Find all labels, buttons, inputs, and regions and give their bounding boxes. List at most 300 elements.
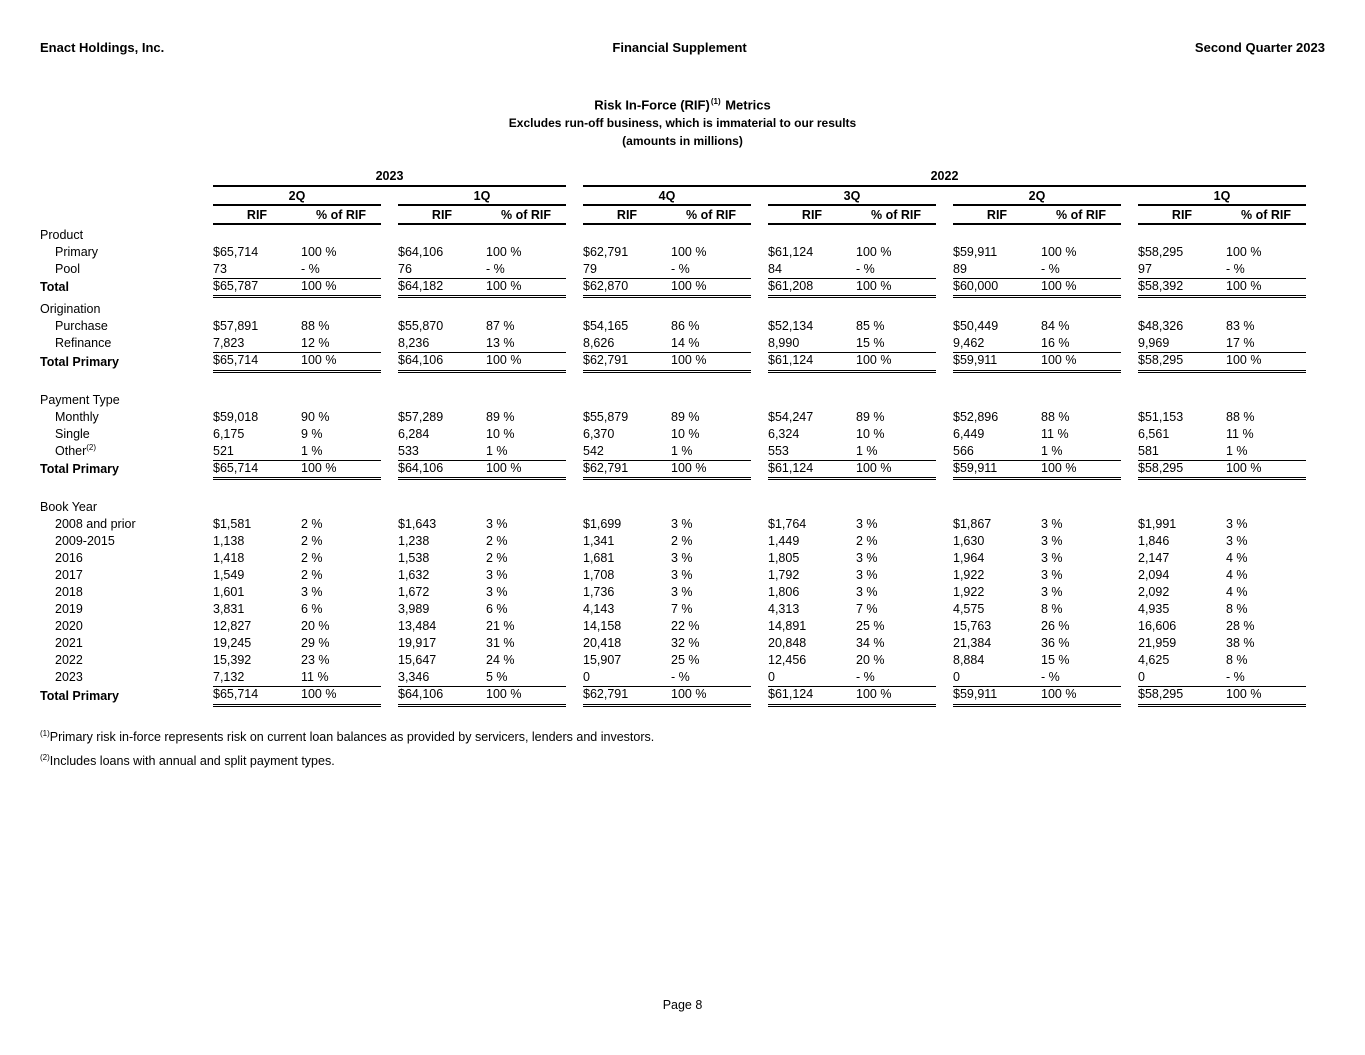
rif-value: 521	[213, 443, 301, 461]
section-heading: Origination	[40, 302, 101, 317]
rif-value: 1,238	[398, 534, 430, 549]
year-header	[213, 169, 566, 188]
pct-of-rif-value: 12 %	[301, 336, 381, 353]
pct-of-rif-value: 100 %	[486, 245, 522, 260]
column-spacer	[751, 568, 768, 585]
pct-of-rif-value: 100 %	[856, 460, 936, 478]
rif-value: 4,143	[583, 602, 615, 617]
pct-of-rif-value: 1 %	[301, 443, 381, 461]
rif-value: 14,891	[768, 619, 807, 634]
footnotes	[40, 729, 1325, 768]
quarter-header	[398, 189, 566, 208]
column-header-label: RIF	[398, 208, 486, 225]
table-row	[40, 602, 1306, 619]
pct-of-rif-value: 21 %	[486, 619, 515, 634]
pct-of-rif-value: 2 %	[301, 568, 323, 583]
rif-value: 553	[768, 443, 856, 461]
column-spacer	[751, 208, 768, 227]
rif-value: 1,792	[768, 568, 800, 583]
column-header-label: % of RIF	[1041, 208, 1121, 225]
column-spacer	[751, 585, 768, 602]
pct-of-rif-value: 1 %	[1226, 443, 1306, 461]
column-spacer	[751, 687, 768, 705]
rif-value: 1,341	[583, 534, 615, 549]
rif-value: $1,643	[398, 517, 437, 532]
column-spacer	[566, 169, 583, 188]
rif-value: 20,848	[768, 636, 807, 651]
column-spacer	[1121, 409, 1138, 426]
column-header-row	[40, 208, 1306, 227]
rif-value: 8,884	[953, 653, 985, 668]
pct-of-rif-value: 31 %	[486, 636, 515, 651]
pct-of-rif-value: 20 %	[301, 619, 330, 634]
pct-of-rif-value: 2 %	[856, 534, 878, 549]
document-title: Financial Supplement	[612, 40, 747, 55]
table-row	[40, 517, 1306, 534]
column-header-label: % of RIF	[671, 208, 751, 225]
pct-of-rif-value: 100 %	[671, 245, 707, 260]
pct-of-rif-value: 9 %	[301, 426, 323, 441]
column-spacer	[936, 336, 953, 353]
rif-value: $58,392	[1138, 278, 1226, 296]
pct-of-rif-value: 3 %	[671, 551, 693, 566]
column-spacer	[936, 636, 953, 653]
rif-value: 97	[1138, 261, 1226, 278]
pct-of-rif-value: 38 %	[1226, 636, 1255, 651]
pct-of-rif-value: 100 %	[301, 353, 381, 371]
rif-value: 6,324	[768, 426, 800, 441]
section-heading-row	[40, 297, 1306, 319]
column-spacer	[566, 602, 583, 619]
pct-of-rif-value: 14 %	[671, 336, 751, 353]
rif-value: 1,922	[953, 568, 985, 583]
rif-value: 1,681	[583, 551, 615, 566]
column-header	[301, 208, 381, 227]
corner-spacer	[40, 189, 213, 208]
column-spacer	[1121, 602, 1138, 619]
pct-of-rif-value: 100 %	[671, 687, 751, 705]
report-title-suffix: Metrics	[721, 97, 771, 113]
rif-value: $58,295	[1138, 687, 1226, 705]
column-spacer	[566, 443, 583, 461]
pct-of-rif-value: 4 %	[1226, 551, 1248, 566]
pct-of-rif-value: 2 %	[301, 551, 323, 566]
pct-of-rif-value: 100 %	[671, 278, 751, 296]
row-label: Monthly	[55, 409, 99, 424]
quarter-header	[768, 189, 936, 208]
pct-of-rif-value: 3 %	[1041, 551, 1063, 566]
column-spacer	[751, 619, 768, 636]
column-spacer	[381, 568, 398, 585]
rif-value: 12,456	[768, 653, 807, 668]
pct-of-rif-value: 32 %	[671, 636, 700, 651]
rif-value: $1,764	[768, 517, 807, 532]
rif-value: 16,606	[1138, 619, 1177, 634]
table-row	[40, 619, 1306, 636]
table-row	[40, 261, 1306, 278]
row-label: 2017	[55, 568, 83, 583]
rif-value: 8,990	[768, 336, 856, 353]
row-label: Pool	[55, 262, 81, 277]
column-spacer	[1121, 670, 1138, 687]
rif-value: 1,449	[768, 534, 800, 549]
pct-of-rif-value: 100 %	[1226, 245, 1262, 260]
rif-value: 0	[768, 670, 856, 687]
column-spacer	[936, 619, 953, 636]
pct-of-rif-value: 3 %	[671, 585, 693, 600]
section-heading: Payment Type	[40, 392, 120, 407]
column-spacer	[751, 670, 768, 687]
column-spacer	[381, 208, 398, 227]
rif-value: $65,714	[213, 460, 301, 478]
pct-of-rif-value: 100 %	[486, 353, 566, 371]
column-spacer	[936, 244, 953, 261]
row-label: Total Primary	[40, 354, 119, 369]
quarter-header	[213, 189, 381, 208]
pct-of-rif-value: 2 %	[486, 551, 508, 566]
title-footnote-ref: (1)	[710, 97, 721, 106]
rif-value: $55,879	[583, 409, 629, 424]
column-spacer	[936, 189, 953, 208]
pct-of-rif-value: 3 %	[856, 551, 878, 566]
quarter-label: 3Q	[768, 189, 936, 206]
rif-value: $62,791	[583, 460, 671, 478]
pct-of-rif-value: 100 %	[671, 460, 751, 478]
rif-value: 7,132	[213, 670, 301, 687]
column-spacer	[1121, 653, 1138, 670]
pct-of-rif-value: 15 %	[1041, 653, 1070, 668]
rif-value: 1,806	[768, 585, 800, 600]
pct-of-rif-value: 3 %	[301, 585, 323, 600]
rif-value: 6,284	[398, 426, 430, 441]
table-row	[40, 653, 1306, 670]
column-spacer	[936, 568, 953, 585]
report-subtitle: Excludes run-off business, which is immaterial to our results	[508, 116, 857, 131]
pct-of-rif-value: 3 %	[486, 585, 508, 600]
column-spacer	[1121, 443, 1138, 461]
pct-of-rif-value: 4 %	[1226, 585, 1248, 600]
column-header	[1226, 208, 1306, 227]
column-spacer	[566, 517, 583, 534]
column-spacer	[751, 244, 768, 261]
rif-value: 4,575	[953, 602, 985, 617]
pct-of-rif-value: 100 %	[856, 278, 936, 296]
rif-value: 21,384	[953, 636, 992, 651]
report-title	[40, 97, 1325, 112]
rif-value: 20,418	[583, 636, 622, 651]
rif-value: 566	[953, 443, 1041, 461]
rif-value: 1,632	[398, 568, 430, 583]
rif-value: 0	[953, 670, 1041, 687]
column-spacer	[566, 319, 583, 336]
pct-of-rif-value: 3 %	[856, 568, 878, 583]
rif-value: 6,370	[583, 426, 615, 441]
pct-of-rif-value: 100 %	[671, 353, 751, 371]
pct-of-rif-value: 100 %	[301, 245, 337, 260]
pct-of-rif-value: 88 %	[301, 319, 330, 334]
rif-value: 76	[398, 261, 486, 278]
pct-of-rif-value: 88 %	[1041, 409, 1070, 424]
quarter-label: 1Q	[398, 189, 566, 206]
column-header-label: RIF	[953, 208, 1041, 225]
rif-value: 533	[398, 443, 486, 461]
rif-value: 19,245	[213, 636, 252, 651]
page-header	[40, 40, 1325, 55]
row-label: Total Primary	[40, 462, 119, 477]
rif-value: 3,831	[213, 602, 245, 617]
table-row	[40, 244, 1306, 261]
column-spacer	[566, 189, 583, 208]
rif-value: 1,736	[583, 585, 615, 600]
column-spacer	[1121, 208, 1138, 227]
pct-of-rif-value: 100 %	[486, 460, 566, 478]
rif-value: $57,891	[213, 319, 259, 334]
rif-value: 4,935	[1138, 602, 1170, 617]
column-spacer	[381, 319, 398, 336]
column-spacer	[381, 353, 398, 371]
row-label: Refinance	[55, 336, 112, 351]
pct-of-rif-value: 36 %	[1041, 636, 1070, 651]
column-spacer	[1121, 319, 1138, 336]
column-spacer	[381, 551, 398, 568]
pct-of-rif-value: 3 %	[671, 568, 693, 583]
column-spacer	[1121, 460, 1138, 478]
pct-of-rif-value: 2 %	[671, 534, 693, 549]
rif-value: $48,326	[1138, 319, 1184, 334]
column-spacer	[936, 602, 953, 619]
column-spacer	[936, 409, 953, 426]
row-label: 2021	[55, 636, 83, 651]
table-row	[40, 443, 1306, 461]
rif-metrics-table	[40, 169, 1306, 706]
pct-of-rif-value: 10 %	[671, 426, 700, 441]
year-label: 2023	[213, 169, 566, 186]
rif-value: 15,907	[583, 653, 622, 668]
column-header-label: % of RIF	[486, 208, 566, 225]
pct-of-rif-value: - %	[1226, 261, 1306, 278]
column-spacer	[381, 244, 398, 261]
rif-value: 15,392	[213, 653, 252, 668]
column-spacer	[381, 585, 398, 602]
rif-value: 0	[1138, 670, 1226, 687]
column-spacer	[381, 261, 398, 278]
column-spacer	[1121, 619, 1138, 636]
footnote-2-text: Includes loans with annual and split payment types.	[49, 753, 335, 768]
column-spacer	[381, 189, 398, 208]
pct-of-rif-value: 11 %	[301, 670, 381, 687]
pct-of-rif-value: 100 %	[1041, 687, 1121, 705]
column-spacer	[381, 619, 398, 636]
pct-of-rif-value: 5 %	[486, 670, 566, 687]
column-spacer	[566, 585, 583, 602]
pct-of-rif-value: 89 %	[856, 409, 885, 424]
column-spacer	[751, 353, 768, 371]
rif-value: 89	[953, 261, 1041, 278]
pct-of-rif-value: 3 %	[856, 585, 878, 600]
column-spacer	[751, 189, 768, 208]
row-label: 2019	[55, 602, 83, 617]
title-block	[40, 97, 1325, 148]
column-spacer	[1121, 336, 1138, 353]
column-spacer	[381, 687, 398, 705]
table-row	[40, 319, 1306, 336]
pct-of-rif-value: 25 %	[856, 619, 885, 634]
rif-value: 14,158	[583, 619, 622, 634]
pct-of-rif-value: 100 %	[1226, 353, 1306, 371]
pct-of-rif-value: 100 %	[1041, 245, 1077, 260]
rif-value: 1,964	[953, 551, 985, 566]
column-spacer	[381, 534, 398, 551]
table-row	[40, 336, 1306, 353]
pct-of-rif-value: 86 %	[671, 319, 700, 334]
column-spacer	[381, 426, 398, 443]
rif-table-body	[40, 227, 1306, 705]
pct-of-rif-value: 1 %	[856, 443, 936, 461]
column-spacer	[751, 534, 768, 551]
rif-value: 1,846	[1138, 534, 1170, 549]
rif-value: 581	[1138, 443, 1226, 461]
pct-of-rif-value: 7 %	[856, 602, 878, 617]
pct-of-rif-value: 87 %	[486, 319, 515, 334]
pct-of-rif-value: 100 %	[1041, 278, 1121, 296]
row-label: 2020	[55, 619, 83, 634]
column-spacer	[566, 460, 583, 478]
pct-of-rif-value: - %	[671, 670, 751, 687]
row-label: 2009-2015	[55, 534, 115, 549]
column-spacer	[566, 534, 583, 551]
pct-of-rif-value: 10 %	[486, 426, 515, 441]
table-row	[40, 409, 1306, 426]
pct-of-rif-value: 100 %	[1226, 687, 1306, 705]
rif-value: $52,896	[953, 409, 999, 424]
pct-of-rif-value: 11 %	[1041, 426, 1069, 441]
rif-value: 9,462	[953, 336, 1041, 353]
pct-of-rif-value: 100 %	[1226, 278, 1306, 296]
column-spacer	[936, 534, 953, 551]
column-spacer	[751, 278, 768, 296]
report-units-note: (amounts in millions)	[622, 134, 743, 149]
pct-of-rif-value: 3 %	[671, 517, 693, 532]
rif-value: 1,630	[953, 534, 985, 549]
column-spacer	[566, 261, 583, 278]
row-label: Purchase	[55, 319, 108, 334]
row-label: Total Primary	[40, 688, 119, 703]
pct-of-rif-value: - %	[1226, 670, 1306, 687]
column-header-label: RIF	[768, 208, 856, 225]
column-spacer	[1121, 534, 1138, 551]
column-spacer	[381, 278, 398, 296]
rif-value: 6,561	[1138, 426, 1170, 441]
pct-of-rif-value: 100 %	[856, 353, 936, 371]
pct-of-rif-value: 83 %	[1226, 319, 1255, 334]
column-spacer	[751, 602, 768, 619]
column-spacer	[381, 517, 398, 534]
column-spacer	[566, 244, 583, 261]
column-spacer	[566, 653, 583, 670]
column-header	[213, 208, 301, 227]
section-heading-row	[40, 227, 1306, 244]
section-heading-row	[40, 479, 1306, 517]
quarter-header-row	[40, 189, 1306, 208]
pct-of-rif-value: 3 %	[856, 517, 878, 532]
rif-value: $64,106	[398, 245, 444, 260]
column-spacer	[1121, 585, 1138, 602]
rif-value: $54,165	[583, 319, 629, 334]
column-spacer	[566, 619, 583, 636]
row-label: 2016	[55, 551, 83, 566]
row-label: Single	[55, 426, 90, 441]
column-spacer	[1121, 687, 1138, 705]
column-header	[1138, 208, 1226, 227]
table-row	[40, 426, 1306, 443]
pct-of-rif-value: 3 %	[1041, 517, 1063, 532]
rif-value: 542	[583, 443, 671, 461]
column-spacer	[381, 653, 398, 670]
footnote-1-ref: (1)	[40, 728, 50, 738]
rif-value: $64,182	[398, 278, 486, 296]
footnote-1-text: Primary risk in-force represents risk on current loan balances as provided by servicers, lenders and investors.	[49, 729, 655, 744]
pct-of-rif-value: - %	[856, 261, 936, 278]
rif-value: 6,175	[213, 426, 245, 441]
pct-of-rif-value: 100 %	[486, 278, 566, 296]
column-spacer	[936, 208, 953, 227]
table-row	[40, 585, 1306, 602]
pct-of-rif-value: 20 %	[856, 653, 885, 668]
pct-of-rif-value: 22 %	[671, 619, 700, 634]
pct-of-rif-value: 3 %	[1226, 534, 1248, 549]
pct-of-rif-value: 100 %	[1226, 460, 1306, 478]
rif-value: 1,549	[213, 568, 245, 583]
row-label: Other$^{(2)}$	[55, 442, 97, 459]
rif-value: $59,911	[953, 353, 1041, 371]
column-header-label: RIF	[213, 208, 301, 225]
row-label: Primary	[55, 245, 99, 260]
column-spacer	[751, 517, 768, 534]
column-spacer	[566, 208, 583, 227]
rif-value: $65,787	[213, 278, 301, 296]
column-spacer	[1121, 244, 1138, 261]
column-spacer	[751, 443, 768, 461]
rif-value: 12,827	[213, 619, 252, 634]
pct-of-rif-value: 8 %	[1226, 602, 1248, 617]
rif-value: 1,538	[398, 551, 430, 566]
column-header	[583, 208, 671, 227]
table-row	[40, 460, 1306, 478]
column-header-label: % of RIF	[856, 208, 936, 225]
row-label: 2023	[55, 670, 83, 685]
column-spacer	[936, 460, 953, 478]
column-spacer	[566, 636, 583, 653]
rif-value: $61,124	[768, 245, 814, 260]
column-spacer	[936, 653, 953, 670]
rif-value: $61,208	[768, 278, 856, 296]
pct-of-rif-value: 24 %	[486, 653, 515, 668]
year-label: 2022	[583, 169, 1306, 186]
rif-value: 3,346	[398, 670, 486, 687]
footnote-2-ref: (2)	[40, 752, 50, 762]
rif-value: 9,969	[1138, 336, 1226, 353]
column-spacer	[936, 353, 953, 371]
rif-value: 15,647	[398, 653, 437, 668]
quarter-header	[953, 189, 1121, 208]
pct-of-rif-value: 89 %	[486, 409, 515, 424]
rif-value: $57,289	[398, 409, 444, 424]
row-label: Total	[40, 280, 69, 295]
quarter-header	[1138, 189, 1306, 208]
footnote-2	[40, 753, 1325, 768]
pct-of-rif-value: 100 %	[856, 687, 936, 705]
column-spacer	[1121, 189, 1138, 208]
